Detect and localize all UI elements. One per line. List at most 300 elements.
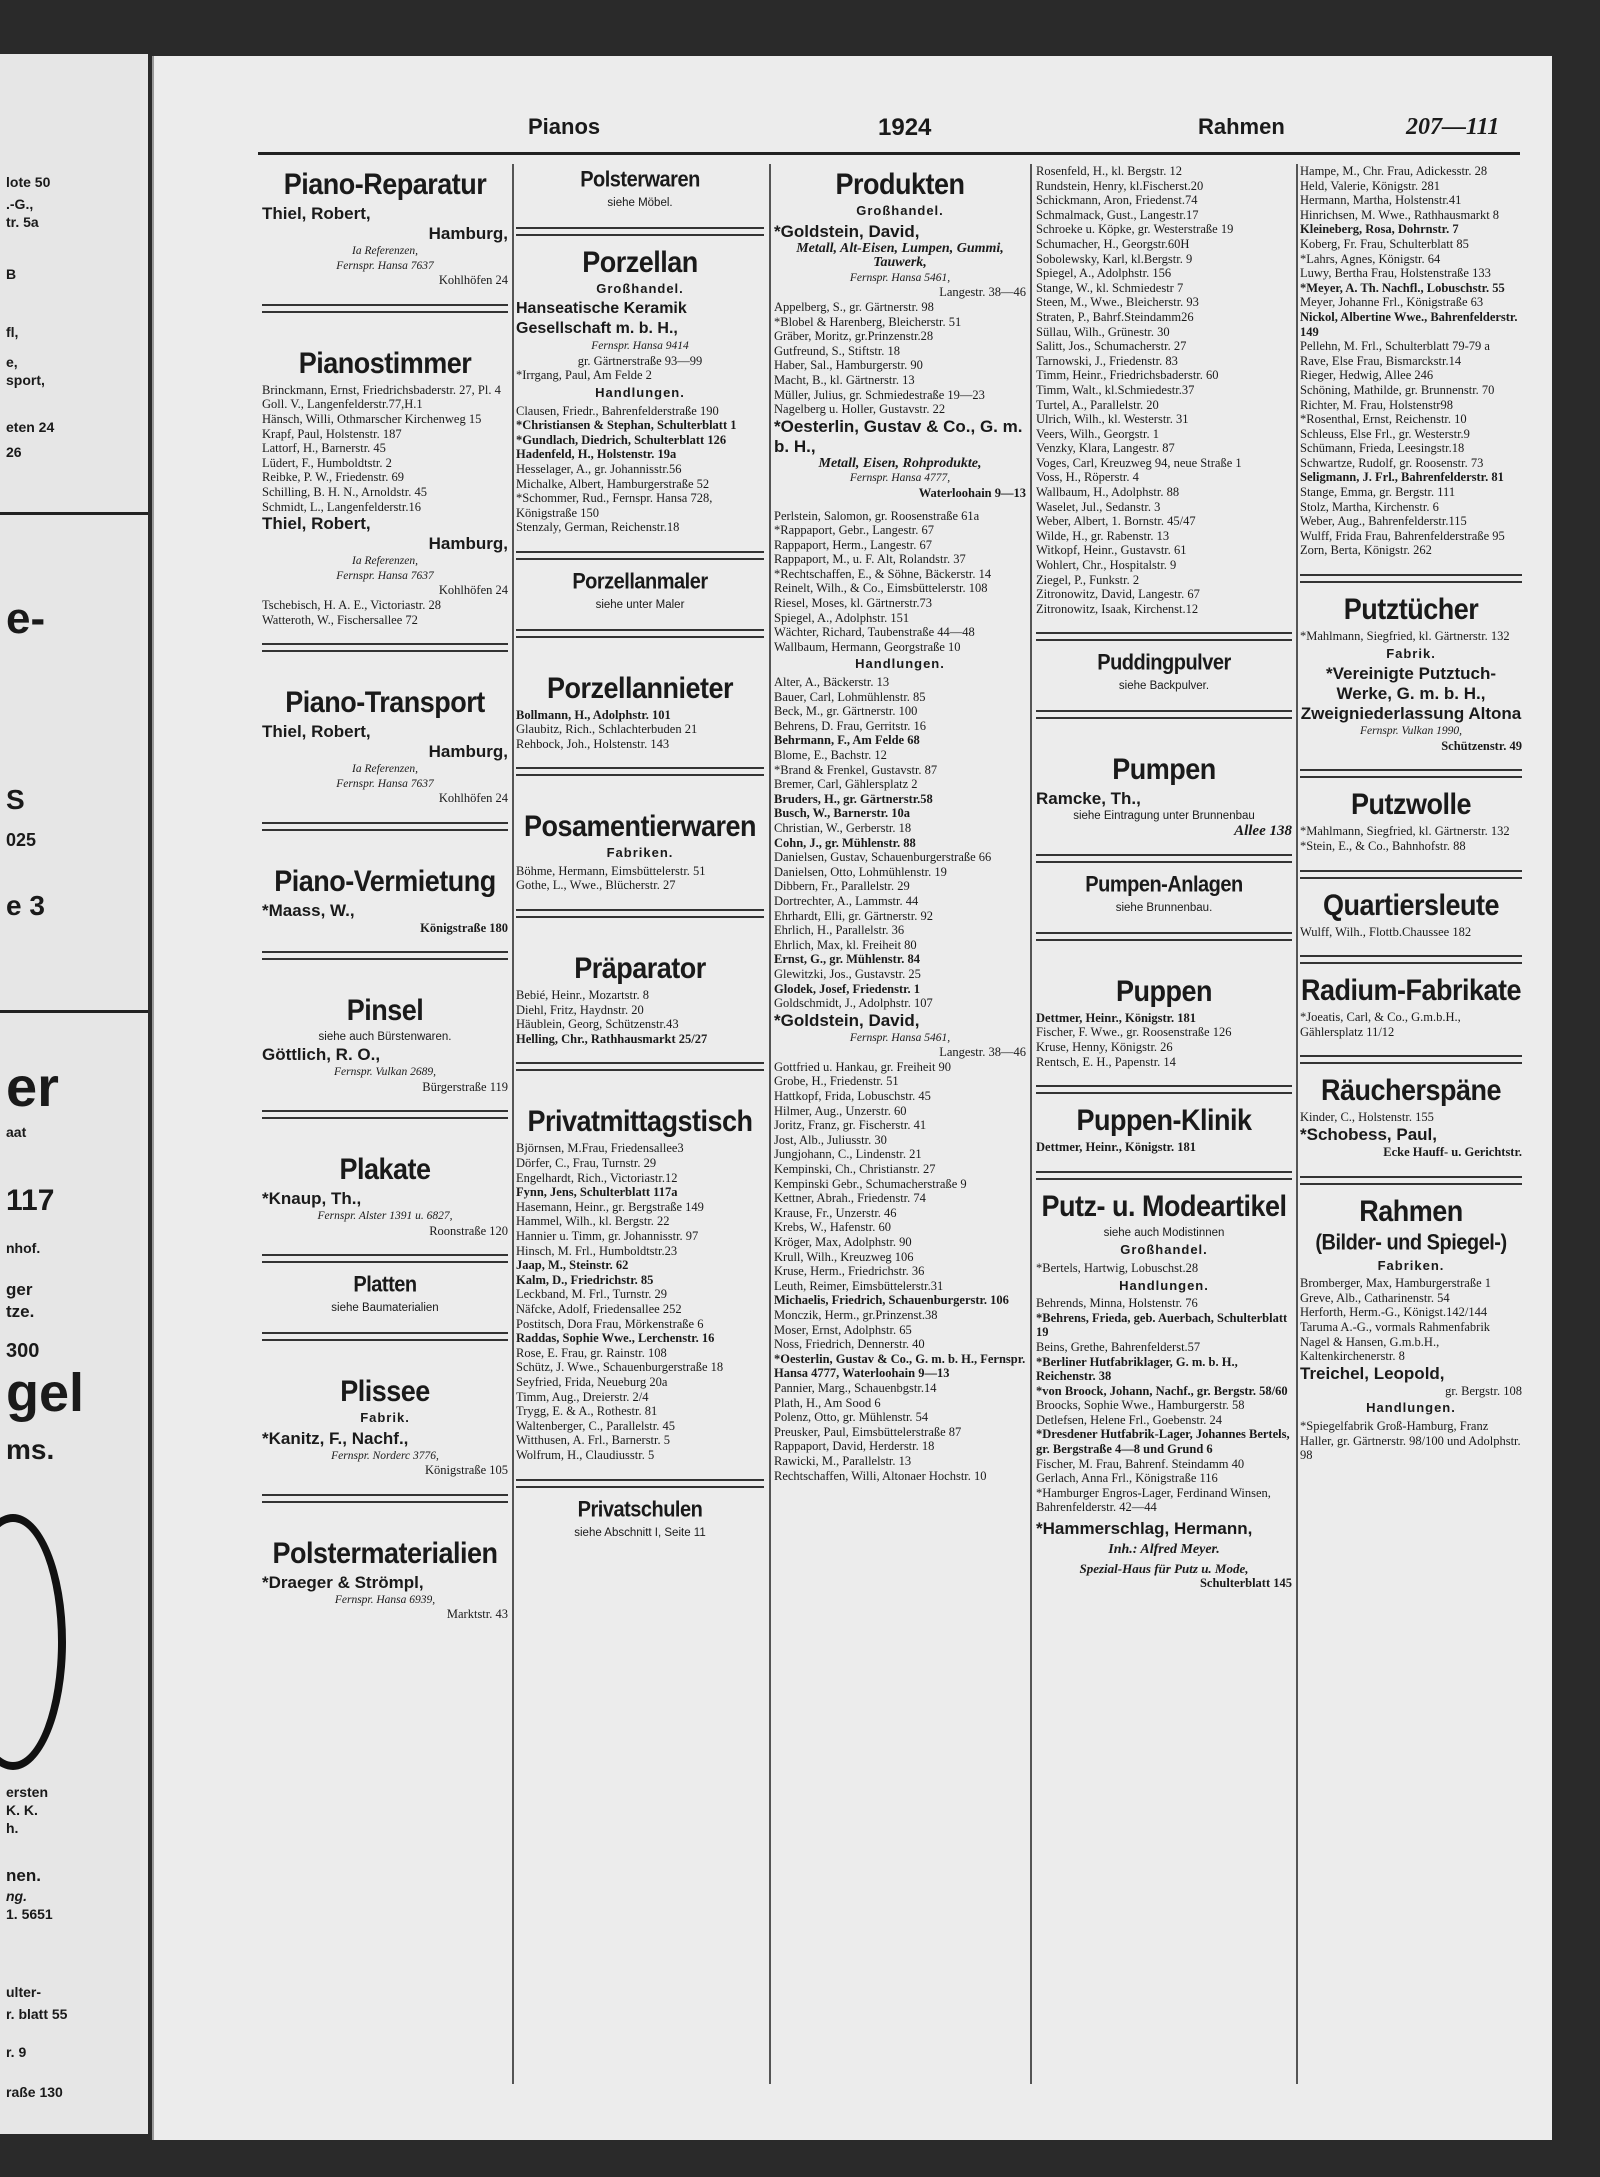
subsection-label: Fabrik.	[1386, 645, 1436, 661]
subsection-label: Handlungen.	[855, 656, 945, 672]
page-header	[258, 110, 1520, 150]
subsection-label: Großhandel.	[596, 280, 684, 296]
listing: Hampe, M., Chr. Frau, Adickesstr. 28	[1300, 164, 1488, 178]
listing: Krull, Wilh., Kreuzweg 106	[774, 1249, 914, 1264]
listing: Rappaport, M., u. F. Alt, Rolandstr. 37	[774, 552, 966, 567]
listing: Behrends, Minna, Holstenstr. 76	[1036, 1296, 1198, 1311]
listing-phone: Fernspr. Vulkan 2689,	[333, 1066, 436, 1079]
section-heading: Puppen-Klinik	[1076, 1103, 1252, 1137]
listing: Häublein, Georg, Schützenstr.43	[516, 1017, 679, 1032]
listing: Spiegel, A., Adolphstr. 151	[774, 610, 910, 625]
section-heading: Porzellannieter	[546, 671, 734, 704]
listing-description: Metall, Eisen, Rohprodukte,	[818, 455, 982, 471]
see-also-note: siehe Brunnenbau.	[1115, 902, 1213, 915]
section-divider	[262, 1332, 508, 1341]
section-divider	[516, 227, 764, 236]
listing: Ulrich, Wilh., kl. Westerstr. 31	[1036, 412, 1189, 427]
section-heading: Privatschulen	[577, 1497, 703, 1522]
listing-address: gr. Bergstr. 108	[1445, 1383, 1522, 1398]
listing: Seyfried, Frida, Neueburg 20a	[516, 1374, 668, 1389]
listing-address: Kohlhöfen 24	[438, 791, 508, 806]
header-right: Rahmen	[1198, 114, 1285, 139]
listing: Noss, Friedrich, Dennerstr. 40	[774, 1337, 925, 1352]
listing-owner: Inh.: Alfred Meyer.	[1108, 1542, 1220, 1558]
listing: Rappaport, Herm., Langestr. 67	[774, 537, 932, 552]
listing-reference: Ia Referenzen,	[352, 763, 418, 776]
listing: Herforth, Herm.-G., Königst.142/144	[1300, 1305, 1488, 1320]
column-divider	[512, 164, 514, 2084]
section-divider	[1300, 955, 1522, 964]
listing-name: Hanseatische Keramik Gesellschaft m. b. H.,	[516, 300, 687, 338]
stub-text: B	[6, 266, 17, 282]
listing: Spiegel, A., Adolphstr. 156	[1036, 266, 1172, 281]
listing: Leckband, M. Frl., Turnstr. 29	[516, 1287, 668, 1302]
listing: Wächter, Richard, Taubenstraße 44—48	[774, 625, 975, 640]
section-divider	[262, 304, 508, 313]
listing: Reinelt, Wilh., & Co., Eimsbüttelerstr. 108	[774, 581, 988, 596]
listing: Trygg, E. & A., Rothestr. 81	[516, 1404, 658, 1419]
section-divider	[262, 1110, 508, 1119]
stub-text: nen.	[6, 1866, 41, 1885]
listing-address: gr. Gärtnerstraße 93—99	[577, 353, 703, 368]
listing: Voges, Carl, Kreuzweg 94, neue Straße 1	[1036, 455, 1242, 470]
listing: Salitt, Jos., Schumacherstr. 27	[1036, 339, 1187, 354]
listing: Kettner, Abrah., Friedenstr. 74	[774, 1191, 926, 1206]
facing-page-stub	[0, 54, 148, 2134]
listing: Rentsch, E. H., Papenstr. 14	[1036, 1054, 1176, 1069]
listing: Monczik, Herm., gr.Prinzenst.38	[774, 1307, 938, 1322]
listing: Behrens, D. Frau, Gerritstr. 16	[774, 718, 927, 733]
listing: *Bertels, Hartwig, Lobuschst.28	[1036, 1260, 1199, 1275]
stub-text: 117	[6, 1184, 55, 1217]
listing: Perlstein, Salomon, gr. Roosenstraße 61a	[774, 508, 980, 523]
listing: Dörfer, C., Frau, Turnstr. 29	[516, 1156, 657, 1171]
stub-text: nhof.	[6, 1240, 41, 1256]
column-4	[1036, 164, 1292, 2094]
listing: Witkopf, Heinr., Gustavstr. 61	[1036, 543, 1187, 558]
listing-phone: Fernspr. Alster 1391 u. 6827,	[317, 1210, 453, 1223]
listing: Goll. V., Langenfelderstr.77,H.1	[262, 397, 423, 412]
listing-name: *Goldstein, David,	[774, 221, 920, 241]
listing: Bauer, Carl, Lohmühlenstr. 85	[774, 689, 926, 704]
stub-text: K. K.	[6, 1802, 38, 1818]
listing: *Rappaport, Gebr., Langestr. 67	[774, 523, 935, 538]
listing-name: *Oesterlin, Gustav & Co., G. m. b. H.,	[774, 416, 1023, 456]
listing: Hammel, Wilh., kl. Bergstr. 22	[516, 1214, 670, 1229]
listing-reference: Ia Referenzen,	[352, 245, 418, 257]
section-heading: Posamentierwaren	[523, 809, 757, 843]
listing: Koberg, Fr. Frau, Schulterblatt 85	[1300, 236, 1469, 251]
listing: Hinrichsen, M. Wwe., Rathhausmarkt 8	[1300, 207, 1500, 222]
listing: Zitronowitz, David, Langestr. 67	[1036, 587, 1200, 602]
listing-address: Langestr. 38—46	[939, 285, 1026, 300]
listing: Krebs, W., Hafenstr. 60	[774, 1220, 891, 1235]
listing: Wulff, Wilh., Flottb.Chaussee 182	[1300, 924, 1472, 939]
header-year: 1924	[878, 114, 932, 141]
stub-text: e 3	[6, 890, 45, 921]
section-heading: Piano-Reparatur	[283, 167, 487, 201]
listing: Glaubitz, Rich., Schlachterbuden 21	[516, 722, 698, 737]
listing: Beins, Grethe, Bahrenfelderst.57	[1036, 1339, 1201, 1354]
see-also-note: siehe auch Bürstenwaren.	[318, 1031, 452, 1044]
listing: Bromberger, Max, Hamburgerstraße 1	[1300, 1276, 1491, 1291]
column-2	[516, 164, 764, 2094]
listing: *Joeatis, Carl, & Co., G.m.b.H., Gählersplatz 11/12	[1300, 1010, 1461, 1039]
listing-name: Thiel, Robert,	[262, 204, 371, 223]
listing: Preusker, Paul, Eimsbüttelerstraße 87	[774, 1424, 962, 1439]
listing: Hattkopf, Frida, Lobuschstr. 45	[774, 1089, 931, 1104]
listing: Jungjohann, C., Lindenstr. 21	[774, 1147, 922, 1162]
listing: Michaelis, Friedrich, Schauenburgerstr. 106	[774, 1293, 1009, 1308]
listing: Leuth, Reimer, Eimsbüttelerstr.31	[774, 1278, 944, 1293]
listing: *Rechtschaffen, E., & Söhne, Bäckerstr. 14	[774, 566, 992, 581]
see-also-note: siehe Abschnitt I, Seite 11	[574, 1526, 706, 1539]
listing-phone: Fernspr. Hansa 7637	[336, 569, 434, 582]
section-divider	[262, 822, 508, 831]
stub-text: raße 130	[6, 2084, 63, 2100]
listing-phone: Fernspr. Vulkan 1990,	[1359, 725, 1462, 738]
listing: Waltenberger, C., Parallelstr. 45	[516, 1418, 675, 1433]
section-divider	[262, 1494, 508, 1503]
stub-text: tr. 5a	[6, 214, 39, 230]
column-divider	[1030, 164, 1032, 2084]
listing-address: Bürgerstraße 119	[422, 1079, 508, 1094]
listing: Veers, Wilh., Georgstr. 1	[1036, 426, 1159, 441]
listing-address: Königstraße 180	[420, 920, 508, 935]
section-divider	[262, 1254, 508, 1263]
listing-phone: Fernspr. Hansa 4777,	[849, 472, 951, 485]
listing: Krause, Fr., Unzerstr. 46	[774, 1205, 897, 1220]
listing: Clausen, Friedr., Bahrenfelderstraße 190	[516, 403, 719, 418]
listing: Bebié, Heinr., Mozartstr. 8	[516, 988, 649, 1003]
listing: Bruders, H., gr. Gärtnerstr.58	[774, 791, 933, 806]
listing-city: Hamburg,	[428, 742, 508, 762]
listing: Beck, M., gr. Gärtnerstr. 100	[774, 704, 918, 719]
section-heading: Putz- u. Modeartikel	[1041, 1189, 1287, 1223]
listing: Raddas, Sophie Wwe., Lerchenstr. 16	[516, 1331, 715, 1346]
section-heading: Privatmittagstisch	[527, 1104, 753, 1138]
column-5	[1300, 164, 1522, 2094]
section-heading: Puddingpulver	[1097, 651, 1231, 676]
listing: Kinder, C., Holstenstr. 155	[1300, 1110, 1434, 1125]
listing: Alter, A., Bäckerstr. 13	[774, 675, 890, 690]
stub-text: ger	[6, 1280, 33, 1299]
listing: Hannier u. Timm, gr. Johannisstr. 97	[516, 1229, 699, 1243]
listing: *Behrens, Frieda, geb. Auerbach, Schulterblatt 19	[1036, 1310, 1288, 1340]
section-heading: Pumpen-Anlagen	[1085, 873, 1243, 898]
listing: Lüdert, F., Humboldtstr. 2	[262, 455, 392, 470]
listing: Timm, Aug., Dreierstr. 2/4	[516, 1389, 649, 1404]
listing: Waselet, Jul., Sedanstr. 3	[1036, 499, 1161, 514]
listing: Lattorf, H., Barnerstr. 45	[262, 441, 386, 456]
section-heading: Pianostimmer	[298, 346, 472, 380]
listing-address: Langestr. 38—46	[939, 1045, 1026, 1060]
section-heading: Putztücher	[1343, 592, 1479, 626]
stub-text: lote 50	[6, 174, 51, 190]
listing-phone: Fernspr. Norderc 3776,	[331, 1449, 439, 1462]
listing: Engelhardt, Rich., Victoriastr.12	[516, 1170, 678, 1185]
listing: Süllau, Wilh., Grünestr. 30	[1036, 324, 1170, 339]
listing: Wallbaum, H., Adolphstr. 88	[1036, 485, 1180, 500]
listing-name: *Draeger & Strömpl,	[262, 1572, 424, 1592]
listing: Zitronowitz, Isaak, Kirchenst.12	[1036, 601, 1199, 616]
listing-address: Waterloohain 9—13	[918, 485, 1026, 500]
listing: Riesel, Moses, kl. Gärtnerstr.73	[774, 596, 932, 611]
listing: Hadenfeld, H., Holstenstr. 19a	[516, 447, 677, 462]
listing: Fischer, F. Wwe., gr. Roosenstraße 126	[1036, 1025, 1232, 1040]
listing-address: Marktstr. 43	[446, 1607, 508, 1622]
section-heading: Puppen	[1116, 974, 1212, 1008]
listing: Taruma A.-G., vormals Rahmenfabrik Nagel & Hansen, G.m.b.H., Kaltenkirchenerstr. 8	[1300, 1319, 1491, 1364]
listing: *Oesterlin, Gustav & Co., G. m. b. H., Fernspr. Hansa 4777, Waterloohain 9—13	[774, 1351, 1026, 1381]
listing: Kleineberg, Rosa, Dohrnstr. 7	[1300, 222, 1459, 237]
listing: Rundstein, Henry, kl.Fischerst.20	[1036, 178, 1204, 193]
listing: Dettmer, Heinr., Königstr. 181	[1036, 1140, 1197, 1155]
column-1	[262, 164, 508, 2094]
listing: Wulff, Frida Frau, Bahrenfelderstraße 95	[1300, 528, 1505, 543]
listing-name: *Vereinigte Putztuch-Werke, G. m. b. H., Zweigniederlassung Altona	[1300, 664, 1522, 724]
listing: Kröger, Max, Adolphstr. 90	[774, 1235, 912, 1249]
listing: Hänsch, Willi, Othmarscher Kirchenweg 15	[262, 411, 482, 426]
listing-name: Thiel, Robert,	[262, 514, 371, 534]
listing: Schickmann, Aron, Friedenst.74	[1036, 193, 1198, 208]
section-subheading: (Bilder- und Spiegel-)	[1315, 1230, 1507, 1255]
listing: Moser, Ernst, Adolphstr. 65	[774, 1322, 912, 1337]
listing: *Mahlmann, Siegfried, kl. Gärtnerstr. 132	[1300, 629, 1510, 644]
listing-name: *Maass, W.,	[262, 900, 355, 920]
section-divider	[1036, 932, 1292, 941]
listing: Rosenfeld, H., kl. Bergstr. 12	[1036, 164, 1182, 178]
stub-text: 025	[6, 830, 37, 850]
stub-text: 300	[6, 1340, 40, 1362]
listing: *Gundlach, Diedrich, Schulterblatt 126	[516, 432, 727, 447]
section-divider	[1036, 632, 1292, 641]
listing: Nagelberg u. Holler, Gustavstr. 22	[774, 402, 946, 417]
stub-text: e,	[6, 354, 18, 370]
listing: *Rosenthal, Ernst, Reichenstr. 10	[1300, 412, 1467, 427]
stub-text: h.	[6, 1820, 19, 1836]
listing: Rawicki, M., Parallelstr. 13	[774, 1453, 912, 1468]
listing: Müller, Julius, gr. Schmiedestraße 19—23	[774, 387, 985, 402]
see-also-note: siehe Eintragung unter Brunnenbau	[1073, 810, 1255, 822]
listing: Tarnowski, J., Friedenstr. 83	[1036, 353, 1178, 368]
listing: Schroeke u. Köpke, gr. Westerstraße 19	[1036, 222, 1234, 237]
listing: *Schommer, Rud., Fernspr. Hansa 728, Königstraße 150	[516, 491, 713, 520]
section-heading: Polstermaterialien	[272, 1536, 498, 1570]
section-divider	[516, 767, 764, 776]
listing: Stange, W., kl. Schmiedestr 7	[1036, 280, 1184, 295]
section-heading: Platten	[353, 1273, 417, 1298]
listing: Sobolewsky, Karl, kl.Bergstr. 9	[1036, 251, 1193, 266]
listing: Michalke, Albert, Hamburgerstraße 52	[516, 476, 710, 491]
header-left: Pianos	[528, 114, 601, 139]
listing-phone: Fernspr. Hansa 6939,	[334, 1593, 436, 1606]
listing: Schwartze, Rudolf, gr. Roosenstr. 73	[1300, 455, 1484, 470]
listing: Turtel, A., Parallelstr. 20	[1036, 397, 1159, 412]
listing: Tschebisch, H. A. E., Victoriastr. 28	[262, 597, 442, 612]
listing: Näfcke, Adolf, Friedensallee 252	[516, 1301, 682, 1316]
listing: Wilde, H., gr. Rabenstr. 13	[1036, 528, 1170, 543]
section-divider	[1300, 1176, 1522, 1185]
listing: Blome, E., Bachstr. 12	[774, 748, 887, 762]
stub-text: ng.	[6, 1888, 27, 1904]
section-divider	[1300, 1055, 1522, 1064]
stub-text: ulter-	[6, 1984, 41, 2000]
listing-name: *Kanitz, F., Nachf.,	[262, 1428, 409, 1448]
page-number: 207—111	[1406, 114, 1500, 140]
listing: Ernst, G., gr. Mühlenstr. 84	[774, 952, 920, 967]
listing: *Blobel & Harenberg, Bleicherstr. 51	[774, 314, 962, 329]
section-divider	[262, 951, 508, 960]
listing-description: Metall, Alt-Eisen, Lumpen, Gummi, Tauwerk,	[796, 240, 1004, 271]
listing: *Dresdener Hutfabrik-Lager, Johannes Bertels, gr. Bergstraße 4—8 und Grund 6	[1036, 1427, 1290, 1457]
listing-name: *Schobess, Paul,	[1300, 1124, 1437, 1144]
listing: Diehl, Fritz, Haydnstr. 20	[516, 1002, 644, 1017]
listing: Postitsch, Dora Frau, Mörkenstraße 6	[516, 1316, 704, 1331]
listing-phone: Fernspr. Hansa 5461,	[849, 271, 951, 284]
listing: Hasemann, Heinr., gr. Bergstraße 149	[516, 1199, 704, 1214]
listing: *von Broock, Johann, Nachf., gr. Bergstr. 58/60	[1036, 1383, 1288, 1398]
listing-name: Thiel, Robert,	[262, 722, 371, 742]
listing: Grobe, H., Friedenstr. 51	[774, 1074, 899, 1089]
listing: Rappaport, David, Herderstr. 18	[774, 1439, 935, 1454]
listing: *Brand & Frenkel, Gustavstr. 87	[774, 762, 938, 777]
section-heading: Piano-Vermietung	[274, 864, 496, 898]
section-divider	[516, 1062, 764, 1071]
listing: Jost, Alb., Juliusstr. 30	[774, 1132, 887, 1147]
listing-reference: Ia Referenzen,	[352, 555, 418, 568]
listing: Weber, Albert, 1. Bornstr. 45/47	[1036, 514, 1196, 529]
listing: Weber, Aug., Bahrenfelderstr.115	[1300, 514, 1467, 529]
listing: Wallbaum, Hermann, Georgstraße 10	[774, 639, 961, 654]
listing: Schmalmack, Gust., Langestr.17	[1036, 207, 1199, 222]
section-divider	[262, 643, 508, 652]
listing-phone: Fernspr. Hansa 9414	[591, 340, 689, 353]
stub-text: r. blatt 55	[6, 2006, 68, 2022]
section-heading: Piano-Transport	[285, 685, 485, 719]
listing: Jaap, M., Steinstr. 62	[516, 1258, 629, 1273]
listing: Straten, P., Bahrf.Steindamm26	[1036, 309, 1194, 324]
stub-text: 1. 5651	[6, 1906, 53, 1922]
section-divider	[1036, 854, 1292, 863]
section-divider	[1036, 710, 1292, 719]
section-heading: Produkten	[835, 167, 965, 201]
see-also-note: siehe unter Maler	[595, 598, 685, 611]
listing-address: Königstraße 105	[425, 1463, 508, 1478]
listing: Dibbern, Fr., Parallelstr. 29	[774, 879, 910, 894]
subsection-label: Fabrik.	[360, 1410, 410, 1426]
listing: Hilmer, Aug., Unzerstr. 60	[774, 1103, 907, 1118]
section-heading: Putzwolle	[1350, 787, 1471, 821]
listing: Kempinski Gebr., Schumacherstraße 9	[774, 1176, 967, 1191]
listing: Polenz, Otto, gr. Mühlenstr. 54	[774, 1410, 929, 1425]
section-heading: Rahmen	[1359, 1194, 1463, 1228]
listing: Steen, M., Wwe., Bleicherstr. 93	[1036, 295, 1199, 310]
listing: Rave, Else Frau, Bismarckstr.14	[1300, 353, 1462, 368]
column-divider	[1296, 164, 1298, 2084]
subsection-label: Handlungen.	[595, 384, 685, 400]
listing: *Lahrs, Agnes, Königstr. 64	[1300, 251, 1441, 266]
listing: Timm, Walt., kl.Schmiedestr.37	[1036, 382, 1195, 397]
see-also-note: siehe Baumaterialien	[331, 1302, 439, 1315]
see-also-note: siehe Backpulver.	[1118, 680, 1210, 693]
listing: Held, Valerie, Königstr. 281	[1300, 178, 1441, 193]
section-heading: Präparator	[574, 951, 706, 985]
subsection-label: Handlungen.	[1366, 1400, 1456, 1416]
listing: Böhme, Hermann, Eimsbüttelerstr. 51	[516, 863, 706, 878]
listing: Kruse, Henny, Königstr. 26	[1036, 1039, 1173, 1054]
listing: Ehrhardt, Elli, gr. Gärtnerstr. 92	[774, 908, 933, 923]
listing: *Berliner Hutfabriklager, G. m. b. H., Reichenstr. 38	[1036, 1354, 1238, 1384]
stub-text: gel	[6, 1363, 85, 1423]
listing: Kempinski, Ch., Christianstr. 27	[774, 1162, 936, 1177]
listing: Dortrechter, A., Lammstr. 44	[774, 893, 919, 908]
listing: Appelberg, S., gr. Gärtnerstr. 98	[774, 299, 934, 314]
subsection-label: Fabriken.	[1377, 1257, 1445, 1273]
stub-text: eten 24	[6, 419, 55, 435]
section-heading: Pinsel	[346, 993, 424, 1027]
listing: Gottfried u. Hankau, gr. Freiheit 90	[774, 1059, 952, 1074]
listing-name: Göttlich, R. O.,	[262, 1045, 381, 1065]
header-rule	[258, 152, 1520, 155]
stub-text: er	[6, 1055, 59, 1118]
listing: Danielsen, Otto, Lohmühlenstr. 19	[774, 864, 947, 879]
listing: *Hamburger Engros-Lager, Ferdinand Winsen, Bahrenfelderstr. 42—44	[1036, 1485, 1271, 1515]
section-heading: Plakate	[339, 1152, 431, 1186]
see-also-note: siehe Möbel.	[607, 197, 673, 209]
listing: Ziegel, P., Funkstr. 2	[1036, 572, 1140, 587]
stub-text: ms.	[6, 1434, 55, 1465]
stub-text: S	[6, 784, 25, 815]
listing: Joritz, Franz, gr. Fischerstr. 41	[774, 1118, 927, 1133]
section-divider	[1300, 870, 1522, 879]
listing: Reibke, P. W., Friedenstr. 69	[262, 470, 405, 485]
listing: Dettmer, Heinr., Königstr. 181	[1036, 1010, 1197, 1025]
listing: Pellehn, M. Frl., Schulterblatt 79-79 a	[1300, 339, 1490, 354]
listing-address: Schützenstr. 49	[1441, 738, 1522, 753]
listing-address: Kohlhöfen 24	[438, 273, 508, 288]
stub-text: ﬂ,	[6, 324, 19, 340]
listing: Detlefsen, Helene Frl., Goebenstr. 24	[1036, 1412, 1223, 1427]
listing: Rose, E. Frau, gr. Rainstr. 108	[516, 1345, 667, 1360]
listing: *Irrgang, Paul, Am Felde 2	[516, 368, 652, 383]
listing: Rehbock, Joh., Holstenstr. 143	[516, 736, 670, 751]
listing: Zorn, Berta, Königstr. 262	[1300, 543, 1432, 558]
listing: Wolfrum, H., Claudiusstr. 5	[516, 1447, 655, 1462]
listing: Venzky, Klara, Langestr. 87	[1036, 441, 1175, 456]
listing-address: Ecke Hauff- u. Gerichtstr.	[1383, 1144, 1522, 1159]
section-divider	[1300, 769, 1522, 778]
listing: Fynn, Jens, Schulterblatt 117a	[516, 1185, 678, 1200]
listing: Gräber, Moritz, gr.Prinzenstr.28	[774, 329, 934, 344]
listing: Hinsch, M. Frl., Humboldtstr.23	[516, 1243, 678, 1258]
listing: Meyer, Johanne Frl., Königstraße 63	[1300, 295, 1484, 310]
listing: Stenzaly, German, Reichenstr.18	[516, 520, 680, 535]
listing: *Spiegelfabrik Groß-Hamburg, Franz Haller, gr. Gärtnerstr. 98/100 und Adolphstr. 98	[1300, 1418, 1521, 1463]
subsection-label: Fabriken.	[606, 845, 674, 861]
listing: Ehrlich, H., Parallelstr. 36	[774, 923, 905, 938]
listing-name: *Hammerschlag, Hermann,	[1036, 1519, 1253, 1539]
subsection-label: Großhandel.	[1120, 1242, 1208, 1258]
listing: Helling, Chr., Rathhausmarkt 25/27	[516, 1031, 708, 1046]
listing-address: Roonstraße 120	[429, 1223, 508, 1238]
stub-text: r. 9	[6, 2044, 27, 2060]
listing: Krapf, Paul, Holstenstr. 187	[262, 426, 402, 441]
listing: Christian, W., Gerberstr. 18	[774, 820, 912, 835]
section-heading: Polsterwaren	[580, 167, 700, 193]
section-divider	[1036, 1171, 1292, 1180]
listing: Seligmann, J. Frl., Bahrenfelderstr. 81	[1300, 470, 1504, 485]
